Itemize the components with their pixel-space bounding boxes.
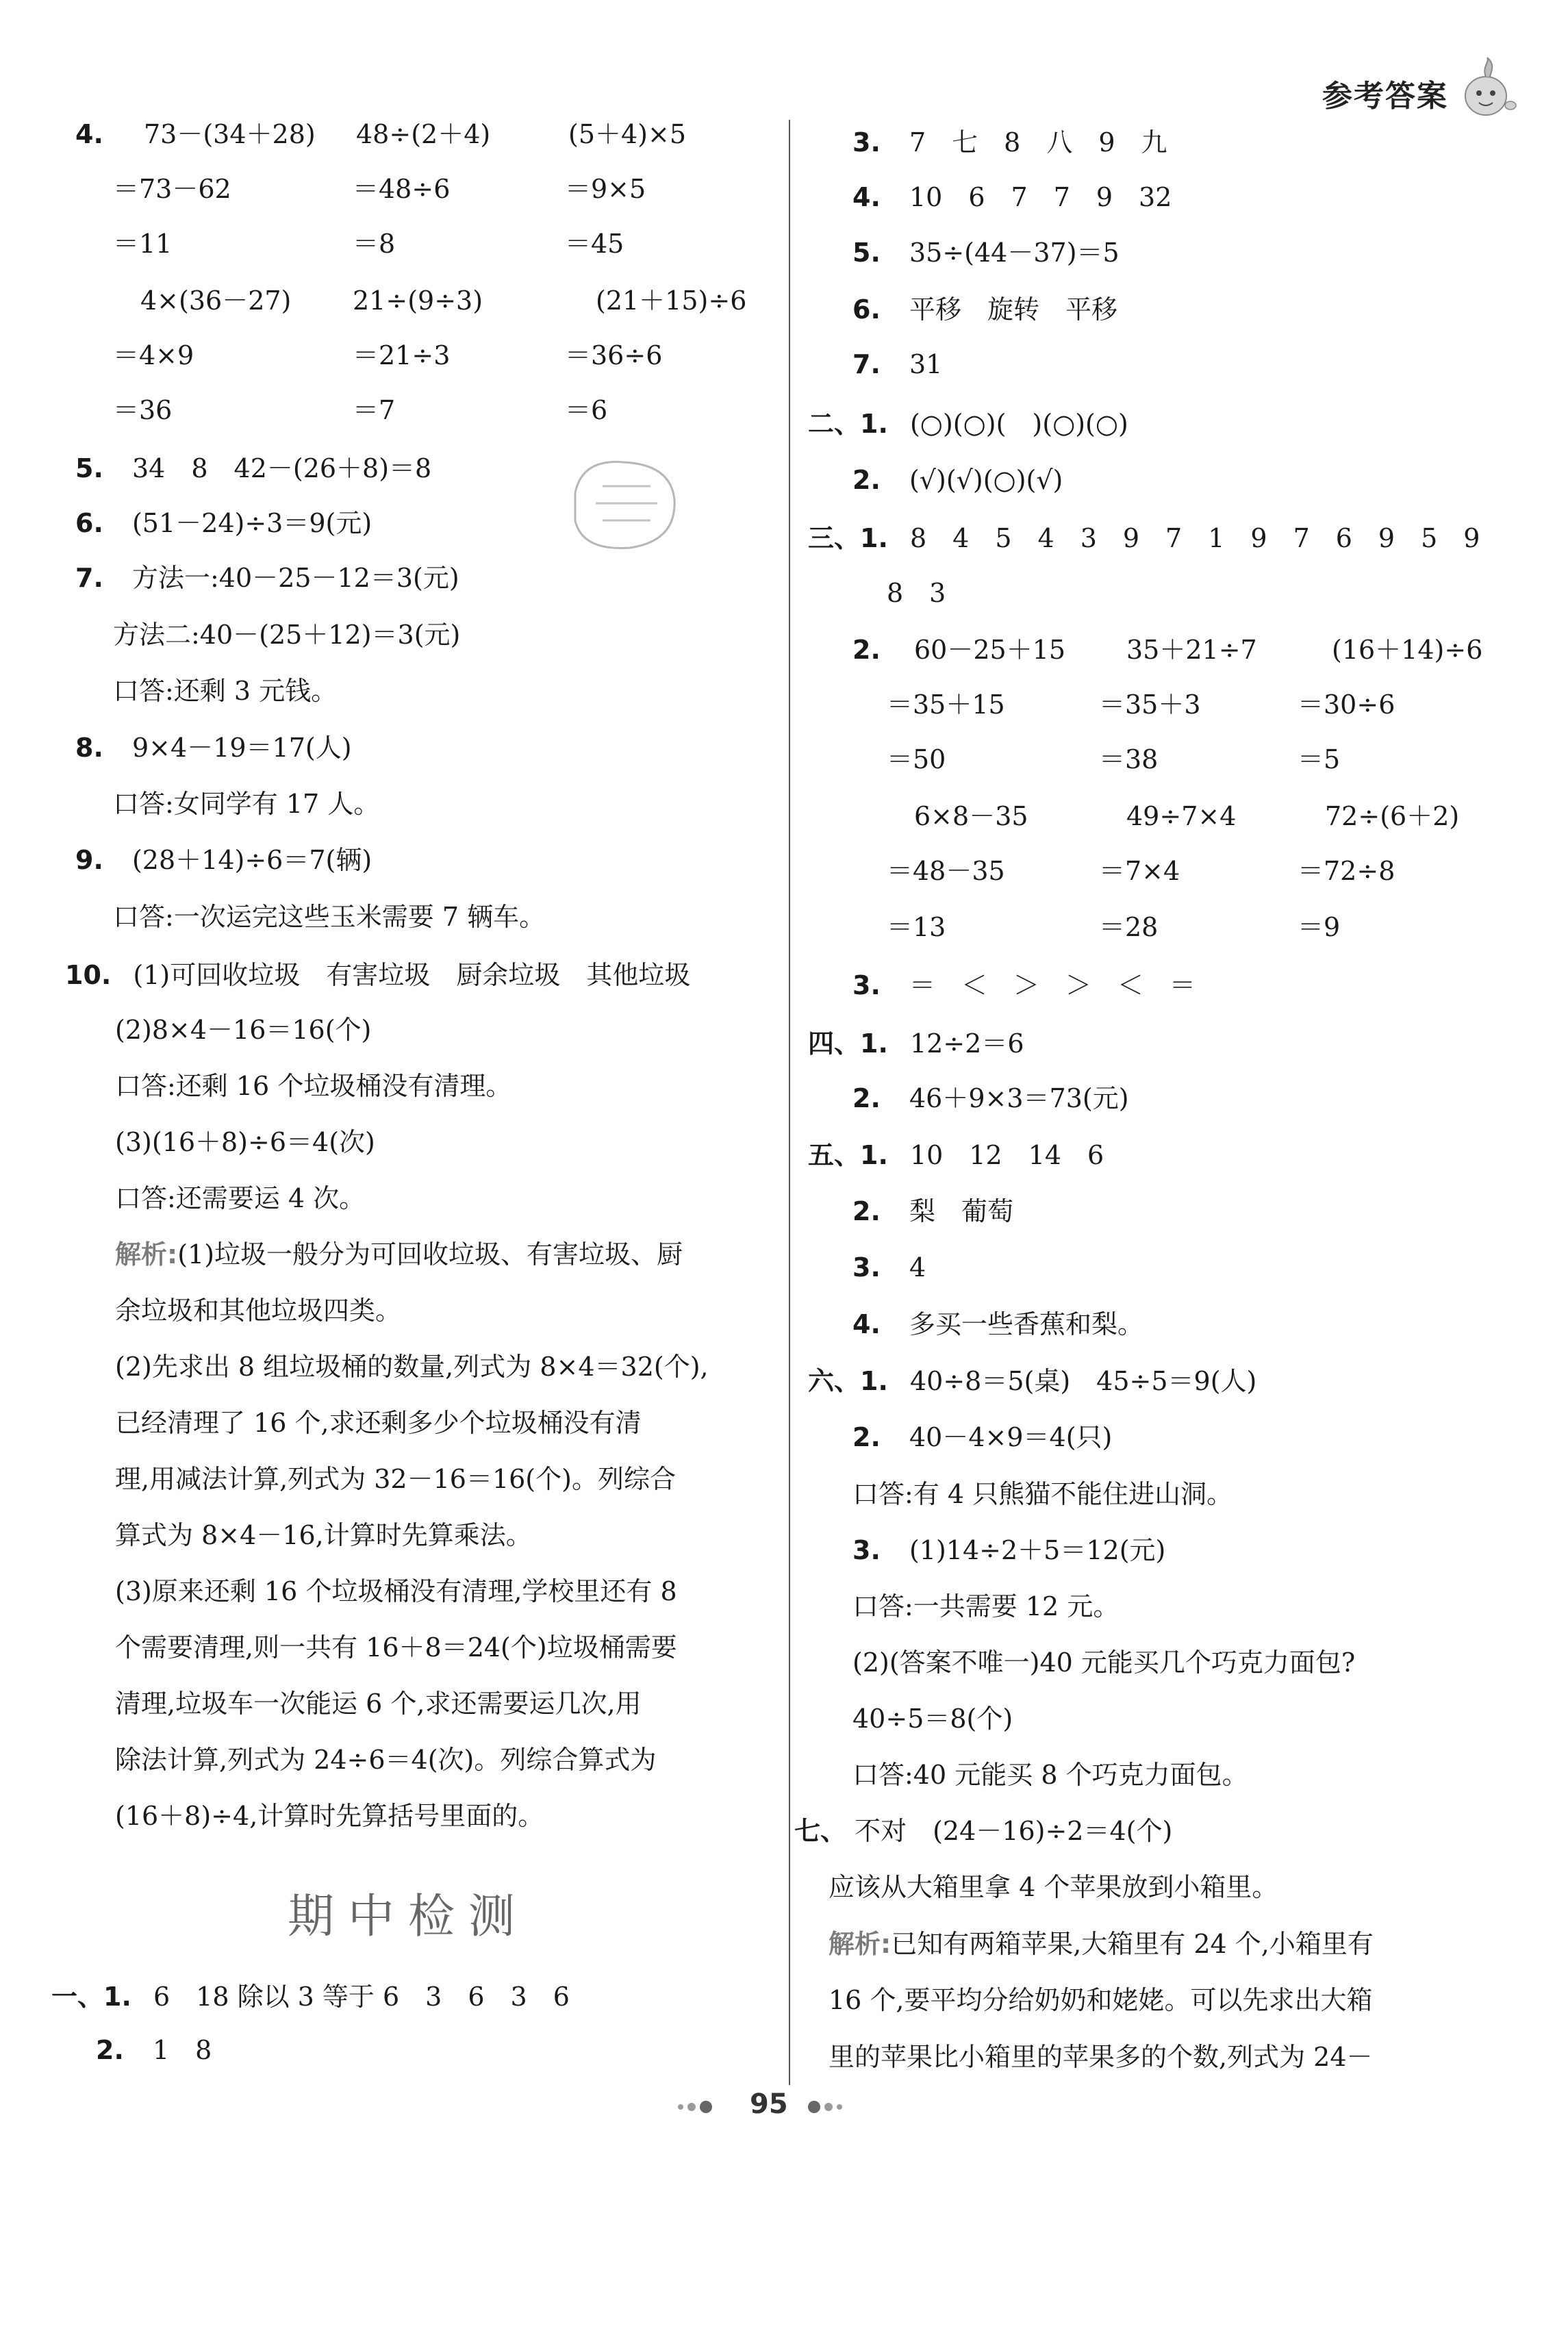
question-number: 3. — [852, 1252, 881, 1283]
calc-cell: ＝36÷6 — [565, 340, 663, 370]
question-number: 3. — [852, 970, 881, 1000]
answer-text: 8 4 5 4 3 9 7 1 9 7 6 9 5 9 — [909, 523, 1480, 553]
answer-text: ＝ ＜ ＞ ＞ ＜ ＝ — [909, 970, 1196, 1000]
calc-cell: ＝4×9 — [113, 340, 194, 370]
calc-cell: ＝7 — [353, 395, 396, 425]
section-title: 期中检测 — [288, 1890, 529, 1944]
answer-text: 7 七 8 八 9 九 — [909, 127, 1167, 157]
answer-text: (51－24)÷3＝9(元) — [131, 508, 372, 538]
watermark-stamp-icon — [555, 445, 692, 561]
answer-text: 方法二:40－(25＋12)＝3(元) — [113, 620, 461, 650]
calc-cell: 72÷(6＋2) — [1325, 801, 1460, 831]
question-number: 3. — [852, 1535, 881, 1565]
calc-cell: ＝45 — [565, 229, 624, 259]
question-number: 4. — [852, 182, 881, 212]
answer-text: 口答:40 元能买 8 个巧克力面包。 — [852, 1760, 1248, 1790]
analysis-text: 已知有两箱苹果,大箱里有 24 个,小箱里有 — [891, 1929, 1374, 1959]
column-divider — [789, 120, 790, 2085]
analysis-text: 除法计算,列式为 24÷6＝4(次)。列综合算式为 — [115, 1745, 657, 1775]
calc-cell: ＝21÷3 — [353, 340, 451, 370]
answer-text: 10 6 7 7 9 32 — [909, 182, 1172, 212]
question-number: 2. — [852, 465, 881, 495]
calc-cell: 35＋21÷7 — [1126, 635, 1257, 665]
answer-text: (1)14÷2＋5＝12(元) — [909, 1535, 1166, 1565]
answer-text: (3)(16＋8)÷6＝4(次) — [115, 1127, 375, 1157]
answer-text: 46＋9×3＝73(元) — [909, 1083, 1129, 1113]
answer-text: 1 8 — [152, 2035, 212, 2065]
calc-cell: 4×(36－27) — [140, 286, 292, 316]
question-number: 2. — [852, 635, 881, 665]
answer-text: (28＋14)÷6＝7(辆) — [131, 845, 372, 875]
calc-cell: ＝28 — [1099, 912, 1159, 942]
answer-text: 40÷8＝5(桌) 45÷5＝9(人) — [909, 1366, 1257, 1396]
analysis-text: (16＋8)÷4,计算时先算括号里面的。 — [115, 1801, 544, 1831]
question-number: 9. — [75, 845, 103, 875]
answer-text: 口答:一次运完这些玉米需要 7 辆车。 — [113, 902, 546, 932]
answer-text: 口答:还剩 3 元钱。 — [113, 676, 338, 706]
answer-text: 4 — [909, 1252, 926, 1283]
calc-cell: ＝50 — [887, 744, 946, 774]
cartoon-onion-mascot-icon — [1452, 55, 1520, 123]
answer-text: 9×4－19＝17(人) — [131, 733, 352, 763]
answer-text: 梨 葡萄 — [909, 1196, 1013, 1226]
calc-cell: ＝30÷6 — [1298, 690, 1395, 720]
question-number: 2. — [852, 1422, 881, 1452]
answer-text: (2)8×4－16＝16(个) — [115, 1015, 372, 1045]
header-title: 参考答案 — [1322, 79, 1448, 114]
footer-dots-left — [678, 2099, 716, 2113]
answer-text: (1)可回收垃圾 有害垃圾 厨余垃圾 其他垃圾 — [133, 960, 691, 990]
answer-text: 口答:有 4 只熊猫不能住进山洞。 — [852, 1479, 1233, 1509]
question-number: 3. — [852, 127, 881, 157]
analysis-text: 个需要清理,则一共有 16＋8＝24(个)垃圾桶需要 — [115, 1632, 677, 1663]
question-number: 2. — [96, 2035, 124, 2065]
question-number: 6. — [852, 294, 881, 325]
calc-cell: ＝5 — [1298, 744, 1341, 774]
calc-cell: ＝8 — [353, 229, 396, 259]
answer-text: 口答:还剩 16 个垃圾桶没有清理。 — [115, 1071, 512, 1101]
calc-cell: ＝7×4 — [1099, 856, 1180, 886]
calc-cell: 21÷(9÷3) — [353, 286, 483, 316]
answer-text: (○)(○)( )(○)(○) — [909, 409, 1128, 439]
answer-text: 口答:还需要运 4 次。 — [115, 1183, 366, 1213]
analysis-label: 解析: — [829, 1929, 892, 1959]
question-number: 8. — [75, 733, 103, 763]
calc-cell: ＝48÷6 — [353, 174, 451, 204]
calc-cell: ＝35＋3 — [1099, 690, 1201, 720]
calc-cell: ＝72÷8 — [1298, 856, 1395, 886]
analysis-text: 理,用减法计算,列式为 32－16＝16(个)。列综合 — [115, 1464, 676, 1494]
answer-text: 35÷(44－37)＝5 — [909, 238, 1120, 268]
answer-text: 多买一些香蕉和梨。 — [909, 1309, 1143, 1339]
section-number: 三、1. — [808, 523, 888, 553]
answer-text: 应该从大箱里拿 4 个苹果放到小箱里。 — [829, 1872, 1278, 1902]
calc-cell: ＝38 — [1099, 744, 1159, 774]
question-number: 2. — [852, 1083, 881, 1113]
question-number: 4. — [75, 119, 103, 149]
answer-text: 口答:一共需要 12 元。 — [852, 1591, 1120, 1621]
section-number: 二、1. — [808, 409, 888, 439]
analysis-text: 已经清理了 16 个,求还剩多少个垃圾桶没有清 — [115, 1408, 642, 1438]
answer-text: 31 — [909, 349, 943, 379]
question-number: 7. — [75, 563, 103, 593]
calc-cell: 49÷7×4 — [1126, 801, 1237, 831]
calc-cell: ＝9 — [1298, 912, 1341, 942]
calc-cell: ＝73－62 — [113, 174, 231, 204]
analysis-text: 16 个,要平均分给奶奶和姥姥。可以先求出大箱 — [829, 1985, 1373, 2015]
question-number: 10. — [65, 960, 112, 990]
answer-text: 6 18 除以 3 等于 6 3 6 3 6 — [153, 1982, 570, 2012]
answer-text: 不对 (24－16)÷2＝4(个) — [855, 1816, 1173, 1846]
answer-text: (2)(答案不唯一)40 元能买几个巧克力面包? — [852, 1647, 1356, 1678]
answer-text: 12÷2＝6 — [909, 1028, 1024, 1059]
answer-text: 平移 旋转 平移 — [909, 294, 1117, 325]
section-number: 四、1. — [808, 1028, 888, 1059]
calc-cell: ＝11 — [113, 229, 173, 259]
section-number: 五、1. — [808, 1140, 888, 1170]
question-number: 4. — [852, 1309, 881, 1339]
calc-cell: 48÷(2＋4) — [356, 119, 491, 149]
answer-text: 8 3 — [887, 578, 946, 608]
calc-cell: ＝36 — [113, 395, 173, 425]
section-number: 七、 — [794, 1816, 847, 1846]
calc-cell: 73－(34＋28) — [144, 119, 316, 149]
calc-cell: ＝13 — [887, 912, 946, 942]
answer-text: (√)(√)(○)(√) — [909, 465, 1063, 495]
calc-cell: 60－25＋15 — [914, 635, 1066, 665]
calc-cell: ＝6 — [565, 395, 608, 425]
footer-dots-right — [808, 2099, 846, 2113]
question-number: 7. — [852, 349, 881, 379]
page-number: 95 — [750, 2088, 788, 2120]
answer-text: 34 8 42－(26＋8)＝8 — [131, 453, 432, 483]
question-number: 6. — [75, 508, 103, 538]
analysis-text: (1)垃圾一般分为可回收垃圾、有害垃圾、厨 — [177, 1239, 683, 1269]
answer-text: 40－4×9＝4(只) — [909, 1422, 1113, 1452]
calc-cell: (21＋15)÷6 — [596, 286, 747, 316]
calc-cell: (5＋4)×5 — [568, 119, 687, 149]
question-number: 2. — [852, 1196, 881, 1226]
analysis-label: 解析: — [115, 1239, 178, 1269]
analysis-text: 算式为 8×4－16,计算时先算乘法。 — [115, 1520, 532, 1550]
calc-cell: 6×8－35 — [914, 801, 1028, 831]
question-number: 5. — [852, 238, 881, 268]
answer-text: 口答:女同学有 17 人。 — [113, 789, 380, 819]
calc-cell: ＝48－35 — [887, 856, 1005, 886]
section-number: 六、1. — [808, 1366, 888, 1396]
answer-text: 方法一:40－25－12＝3(元) — [131, 563, 459, 593]
calc-cell: ＝35＋15 — [887, 690, 1005, 720]
calc-cell: (16＋14)÷6 — [1332, 635, 1483, 665]
analysis-text: (2)先求出 8 组垃圾桶的数量,列式为 8×4＝32(个), — [115, 1352, 709, 1382]
question-number: 一、1. — [51, 1982, 131, 2012]
answer-text: 10 12 14 6 — [909, 1140, 1104, 1170]
calc-cell: ＝9×5 — [565, 174, 646, 204]
question-number: 5. — [75, 453, 103, 483]
analysis-text: 里的苹果比小箱里的苹果多的个数,列式为 24－ — [829, 2042, 1373, 2072]
answer-text: 40÷5＝8(个) — [852, 1704, 1013, 1734]
analysis-text: 清理,垃圾车一次能运 6 个,求还需要运几次,用 — [115, 1689, 642, 1719]
analysis-text: (3)原来还剩 16 个垃圾桶没有清理,学校里还有 8 — [115, 1576, 677, 1606]
analysis-text: 余垃圾和其他垃圾四类。 — [115, 1296, 402, 1326]
